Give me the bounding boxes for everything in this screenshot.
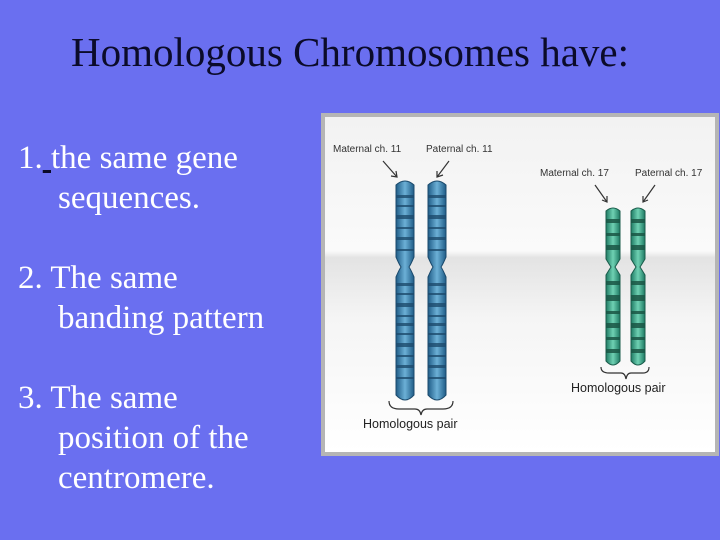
point-number: 1. [18,140,43,176]
point-number: 2. [18,260,43,296]
chromosome-paternal-11 [428,181,446,400]
label-pair-11: Homologous pair [363,417,458,431]
point-continuation: centromere. [58,460,215,496]
point-text: The same [42,260,178,296]
point-continuation: banding pattern [58,300,265,336]
point-text: the same gene [51,140,238,176]
label-pair-17: Homologous pair [571,381,666,395]
chromosome-maternal-11 [396,181,414,400]
arrow-maternal-11 [383,161,397,177]
point-continuation: sequences. [58,180,201,216]
chromosome-figure [321,113,719,456]
point-number: 3. [18,380,43,416]
slide-title: Homologous Chromosomes have: [70,29,630,75]
point-centromere-position [18,378,249,498]
point-text: The same [42,380,178,416]
point-underline-space [43,140,51,176]
point-banding-pattern [18,258,264,338]
chromosome-paternal-17 [631,208,645,365]
chromosome-maternal-17 [606,208,620,365]
arrow-paternal-17 [643,185,655,202]
brace-pair-17 [601,367,649,379]
figure-panel [325,117,715,452]
brace-pair-11 [389,401,453,415]
label-maternal-17: Maternal ch. 17 [540,168,609,179]
arrow-paternal-11 [437,161,449,177]
point-gene-sequences [18,138,238,218]
arrow-maternal-17 [595,185,607,202]
label-paternal-11: Paternal ch. 11 [426,144,493,155]
label-maternal-11: Maternal ch. 11 [333,144,402,155]
chromosome-drawing [325,117,715,452]
label-paternal-17: Paternal ch. 17 [635,168,703,179]
point-continuation: position of the [58,420,249,456]
